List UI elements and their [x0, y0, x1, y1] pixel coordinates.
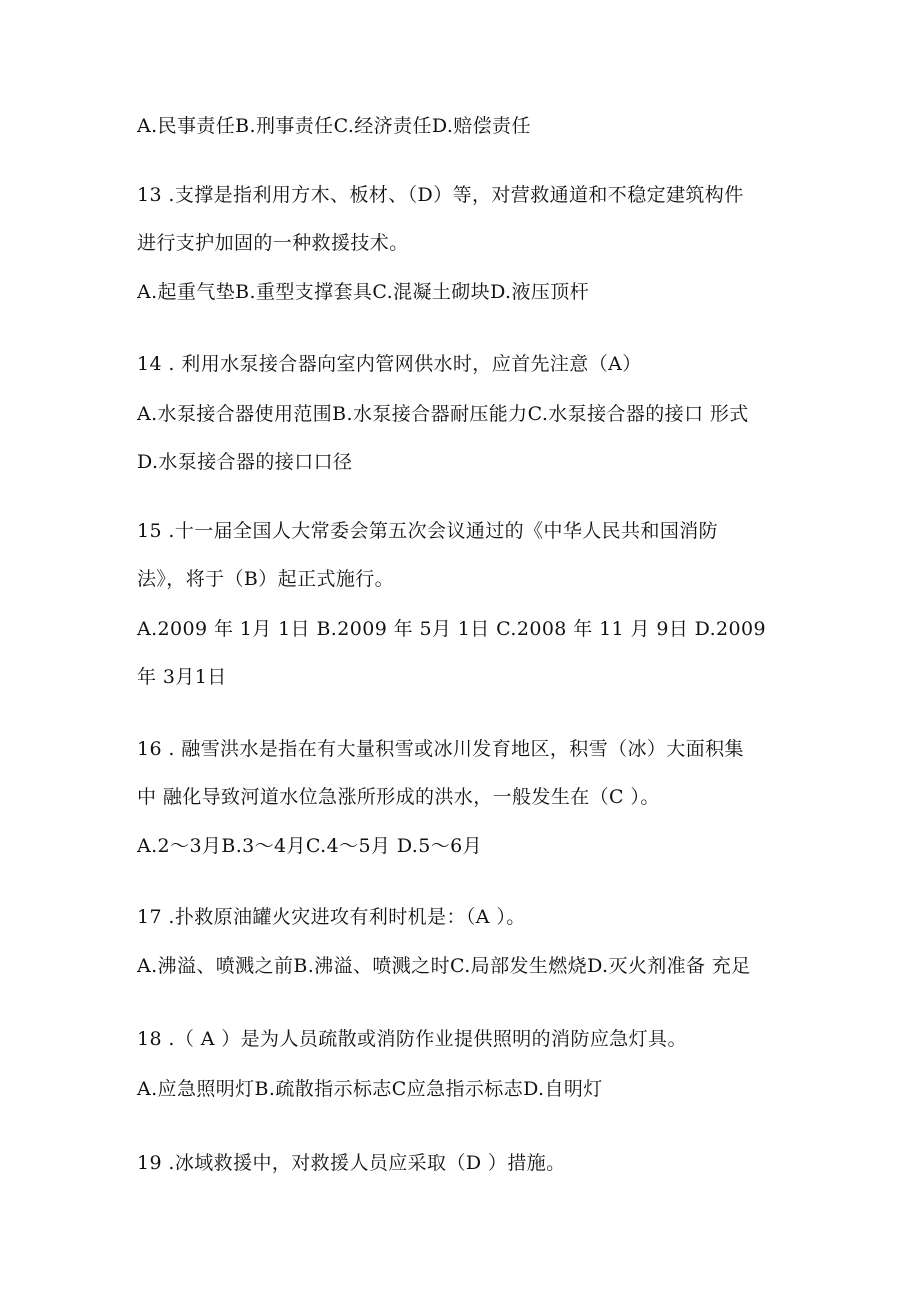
answer-options-13: A.起重气垫B.重型支撑套具C.混凝土砌块D.液压顶杆: [137, 281, 590, 303]
answer-options-16: A.2～3月B.3～4月C.4～5月 D.5～6月: [137, 835, 483, 857]
question-13-line-1: 13 .支撑是指利用方木、板材、（D）等，对营救通道和不稳定建筑构件: [137, 184, 744, 206]
question-15-line-1: 15 .十一届全国人大常委会第五次会议通过的《中华人民共和国消防: [137, 520, 719, 542]
answer-options-15-line-2: 年 3月1日: [137, 666, 227, 688]
answer-options-14-line-1: A.水泵接合器使用范围B.水泵接合器耐压能力C.水泵接合器的接口 形式: [137, 403, 749, 425]
answer-options-17: A.沸溢、喷溅之前B.沸溢、喷溅之时C.局部发生燃烧D.灭火剂准备 充足: [137, 955, 751, 977]
answer-options-18: A.应急照明灯B.疏散指示标志C应急指示标志D.自明灯: [137, 1078, 603, 1100]
answer-options-14-line-2: D.水泵接合器的接口口径: [137, 451, 353, 473]
answer-options-12: A.民事责任B.刑事责任C.经济责任D.赔偿责任: [137, 115, 531, 137]
question-19: 19 .冰域救援中，对救援人员应采取（D ）措施。: [137, 1152, 566, 1174]
question-16-line-1: 16 . 融雪洪水是指在有大量积雪或冰川发育地区，积雪（冰）大面积集: [137, 738, 744, 760]
answer-options-15-line-1: A.2009 年 1月 1日 B.2009 年 5月 1日 C.2008 年 11 月 9日 D.2009: [137, 618, 767, 640]
question-13-line-2: 进行支护加固的一种救援技术。: [137, 232, 409, 254]
question-17: 17 .扑救原油罐火灾进攻有利时机是：（A ）。: [137, 906, 526, 928]
question-15-line-2: 法》，将于（B）起正式施行。: [137, 568, 395, 590]
question-16-line-2: 中 融化导致河道水位急涨所形成的洪水，一般发生在（C ）。: [137, 786, 660, 808]
question-14: 14 . 利用水泵接合器向室内管网供水时，应首先注意（A）: [137, 353, 642, 375]
question-18: 18 .（ A ）是为人员疏散或消防作业提供照明的消防应急灯具。: [137, 1028, 687, 1050]
